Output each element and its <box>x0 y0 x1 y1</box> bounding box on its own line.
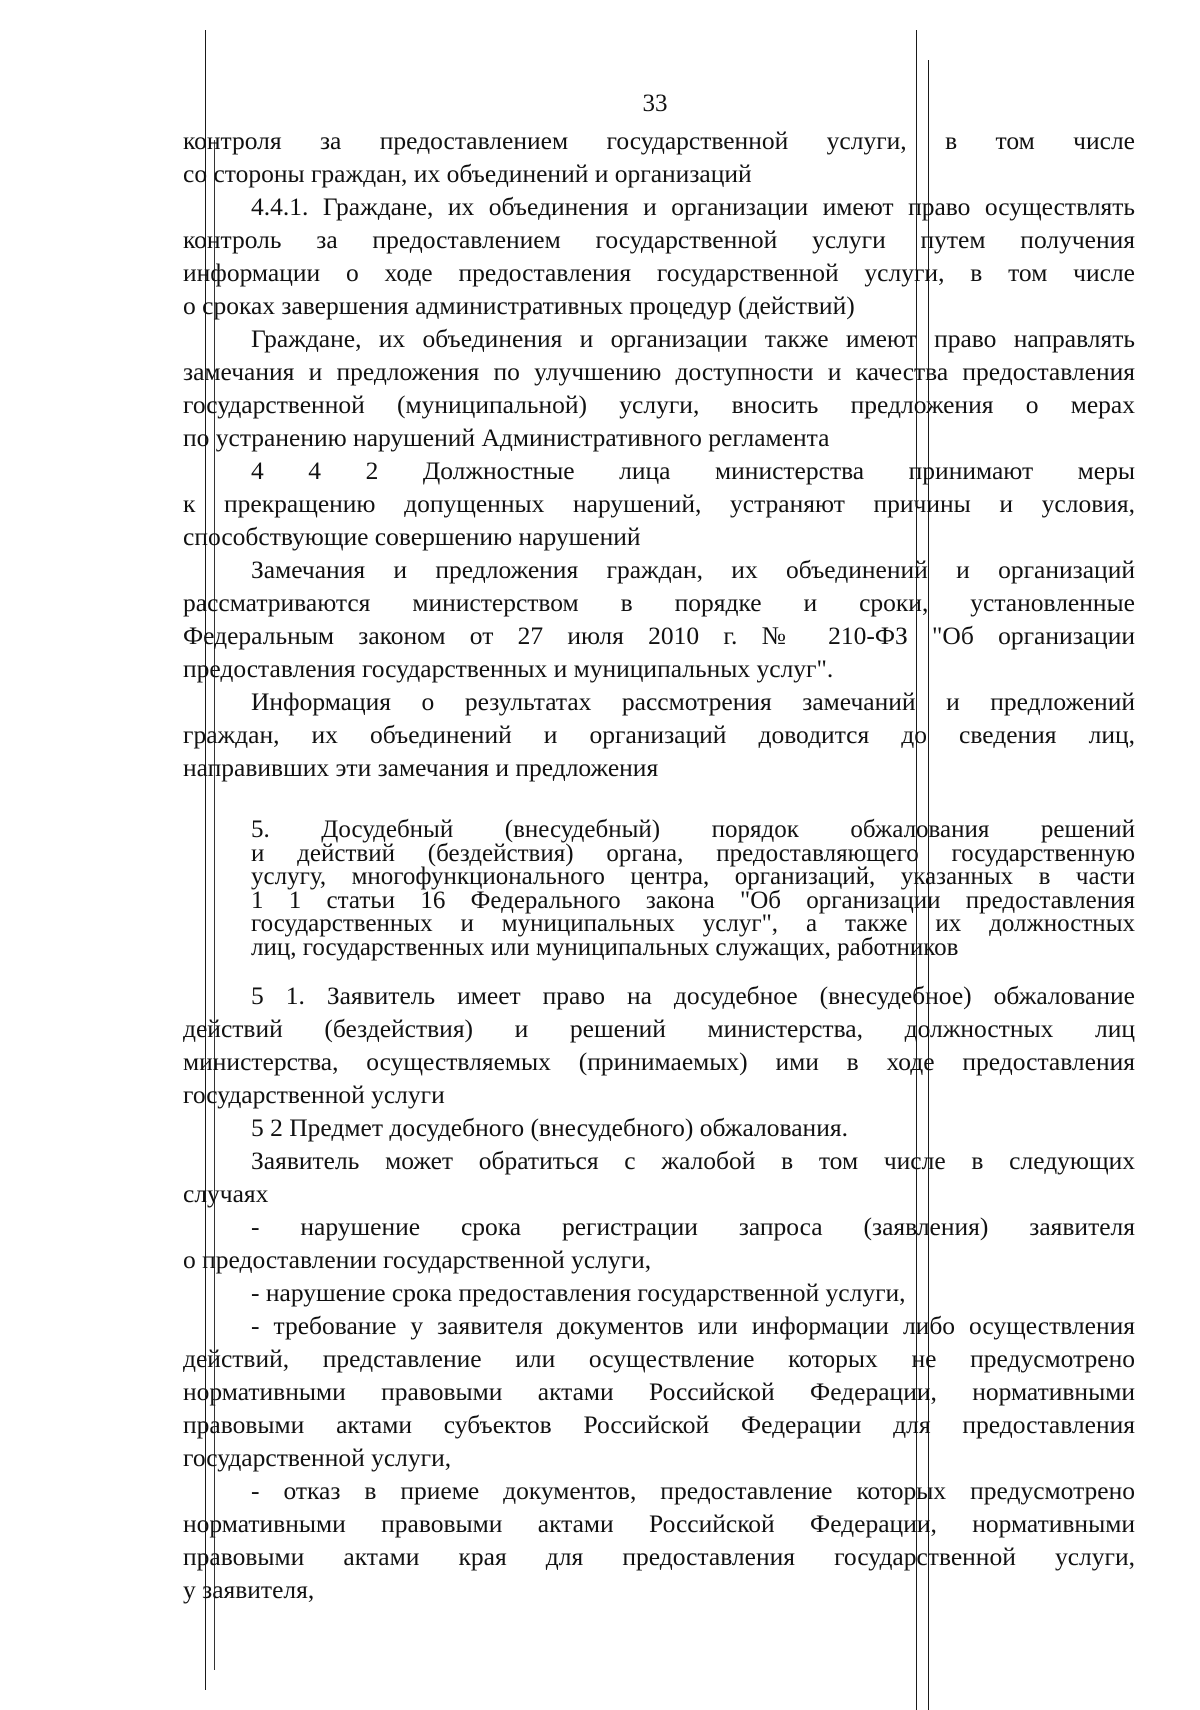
text-line: Заявитель может обратиться с жалобой в том числе в следующих <box>251 1146 1135 1175</box>
text-line: способствующие совершению нарушений <box>183 522 641 551</box>
heading-line: лиц, государственных или муниципальных служащих, работников <box>251 933 959 961</box>
text-line: министерства, осуществляемых (принимаемых) ими в ходе предоставления <box>183 1047 1135 1076</box>
paragraph <box>183 124 1135 190</box>
text-line: 4 4 2 Должностные лица министерства принимают меры <box>251 456 1135 485</box>
text-line: информации о ходе предоставления государственной услуги, в том числе <box>183 258 1135 287</box>
text-line: граждан, их объединений и организаций доводится до сведения лиц, <box>183 720 1135 749</box>
text-line: - требование у заявителя документов или информации либо осуществления <box>251 1311 1135 1340</box>
text-line: случаях <box>183 1179 269 1208</box>
heading-line: и действий (бездействия) органа, предоставляющего государственную <box>251 839 1135 867</box>
text-line: - отказ в приеме документов, предоставление которых предусмотрено <box>251 1476 1135 1505</box>
text-line: государственной услуги, <box>183 1443 452 1472</box>
text-line: о сроках завершения административных процедур (действий) <box>183 291 855 320</box>
paragraph <box>183 190 1135 322</box>
text-line: Граждане, их объединения и организации также имеют право направлять <box>251 324 1135 353</box>
text-line: действий (бездействия) и решений министерства, должностных лиц <box>183 1014 1135 1043</box>
text-line: по устранению нарушений Административного регламента <box>183 423 830 452</box>
text-line: контроль за предоставлением государственной услуги путем получения <box>183 225 1135 254</box>
paragraph <box>183 1276 1135 1309</box>
heading-line: 5. Досудебный (внесудебный) порядок обжалования решений <box>251 816 1135 843</box>
heading-line: услугу, многофункционального центра, организаций, указанных в части <box>251 863 1135 890</box>
text-line: правовыми актами края для предоставления государственной услуги, <box>183 1542 1135 1571</box>
document-body <box>183 124 1135 1606</box>
text-line: - нарушение срока регистрации запроса (заявления) заявителя <box>251 1212 1135 1241</box>
text-line: к прекращению допущенных нарушений, устраняют причины и условия, <box>183 489 1135 518</box>
paragraph <box>183 1144 1135 1210</box>
paragraph <box>183 1111 1135 1144</box>
text-line: 4.4.1. Граждане, их объединения и организации имеют право осуществлять <box>251 192 1135 221</box>
text-line: нормативными правовыми актами Российской Федерации, нормативными <box>183 1377 1135 1406</box>
text-line: 5 1. Заявитель имеет право на досудебное (внесудебное) обжалование <box>251 981 1135 1010</box>
text-line: нормативными правовыми актами Российской Федерации, нормативными <box>183 1509 1135 1538</box>
text-line: государственной (муниципальной) услуги, вносить предложения о мерах <box>183 390 1135 419</box>
paragraph <box>183 685 1135 784</box>
text-line: предоставления государственных и муниципальных услуг". <box>183 654 834 683</box>
section-heading <box>183 818 1135 959</box>
text-line: - нарушение срока предоставления государственной услуги, <box>251 1278 906 1307</box>
paragraph <box>183 1210 1135 1276</box>
text-line: рассматриваются министерством в порядке и сроки, установленные <box>183 588 1135 617</box>
paragraph <box>183 553 1135 685</box>
text-line: контроля за предоставлением государственной услуги, в том числе <box>183 126 1135 155</box>
text-line: Федеральным законом от 27 июля 2010 г. № 210-ФЗ "Об организации <box>183 621 1135 650</box>
text-line: о предоставлении государственной услуги, <box>183 1245 652 1274</box>
paragraph <box>183 322 1135 454</box>
page-number: 33 <box>642 90 668 117</box>
text-line: государственной услуги <box>183 1080 445 1109</box>
text-line: замечания и предложения по улучшению доступности и качества предоставления <box>183 357 1135 386</box>
text-line: действий, представление или осуществление которых не предусмотрено <box>183 1344 1135 1373</box>
paragraph <box>183 454 1135 553</box>
heading-line: 1 1 статьи 16 Федерального закона "Об организации предоставления <box>251 886 1135 914</box>
heading-line: государственных и муниципальных услуг", а также их должностных <box>251 910 1135 937</box>
text-line: направивших эти замечания и предложения <box>183 753 659 782</box>
text-line: у заявителя, <box>183 1575 315 1604</box>
paragraph <box>183 979 1135 1111</box>
text-line: правовыми актами субъектов Российской Федерации для предоставления <box>183 1410 1135 1439</box>
paragraph <box>183 1474 1135 1606</box>
text-line: Информация о результатах рассмотрения замечаний и предложений <box>251 687 1135 716</box>
text-line: Замечания и предложения граждан, их объединений и организаций <box>251 555 1135 584</box>
text-line: 5 2 Предмет досудебного (внесудебного) обжалования. <box>251 1113 848 1142</box>
text-line: со стороны граждан, их объединений и организаций <box>183 159 752 188</box>
paragraph <box>183 1309 1135 1474</box>
